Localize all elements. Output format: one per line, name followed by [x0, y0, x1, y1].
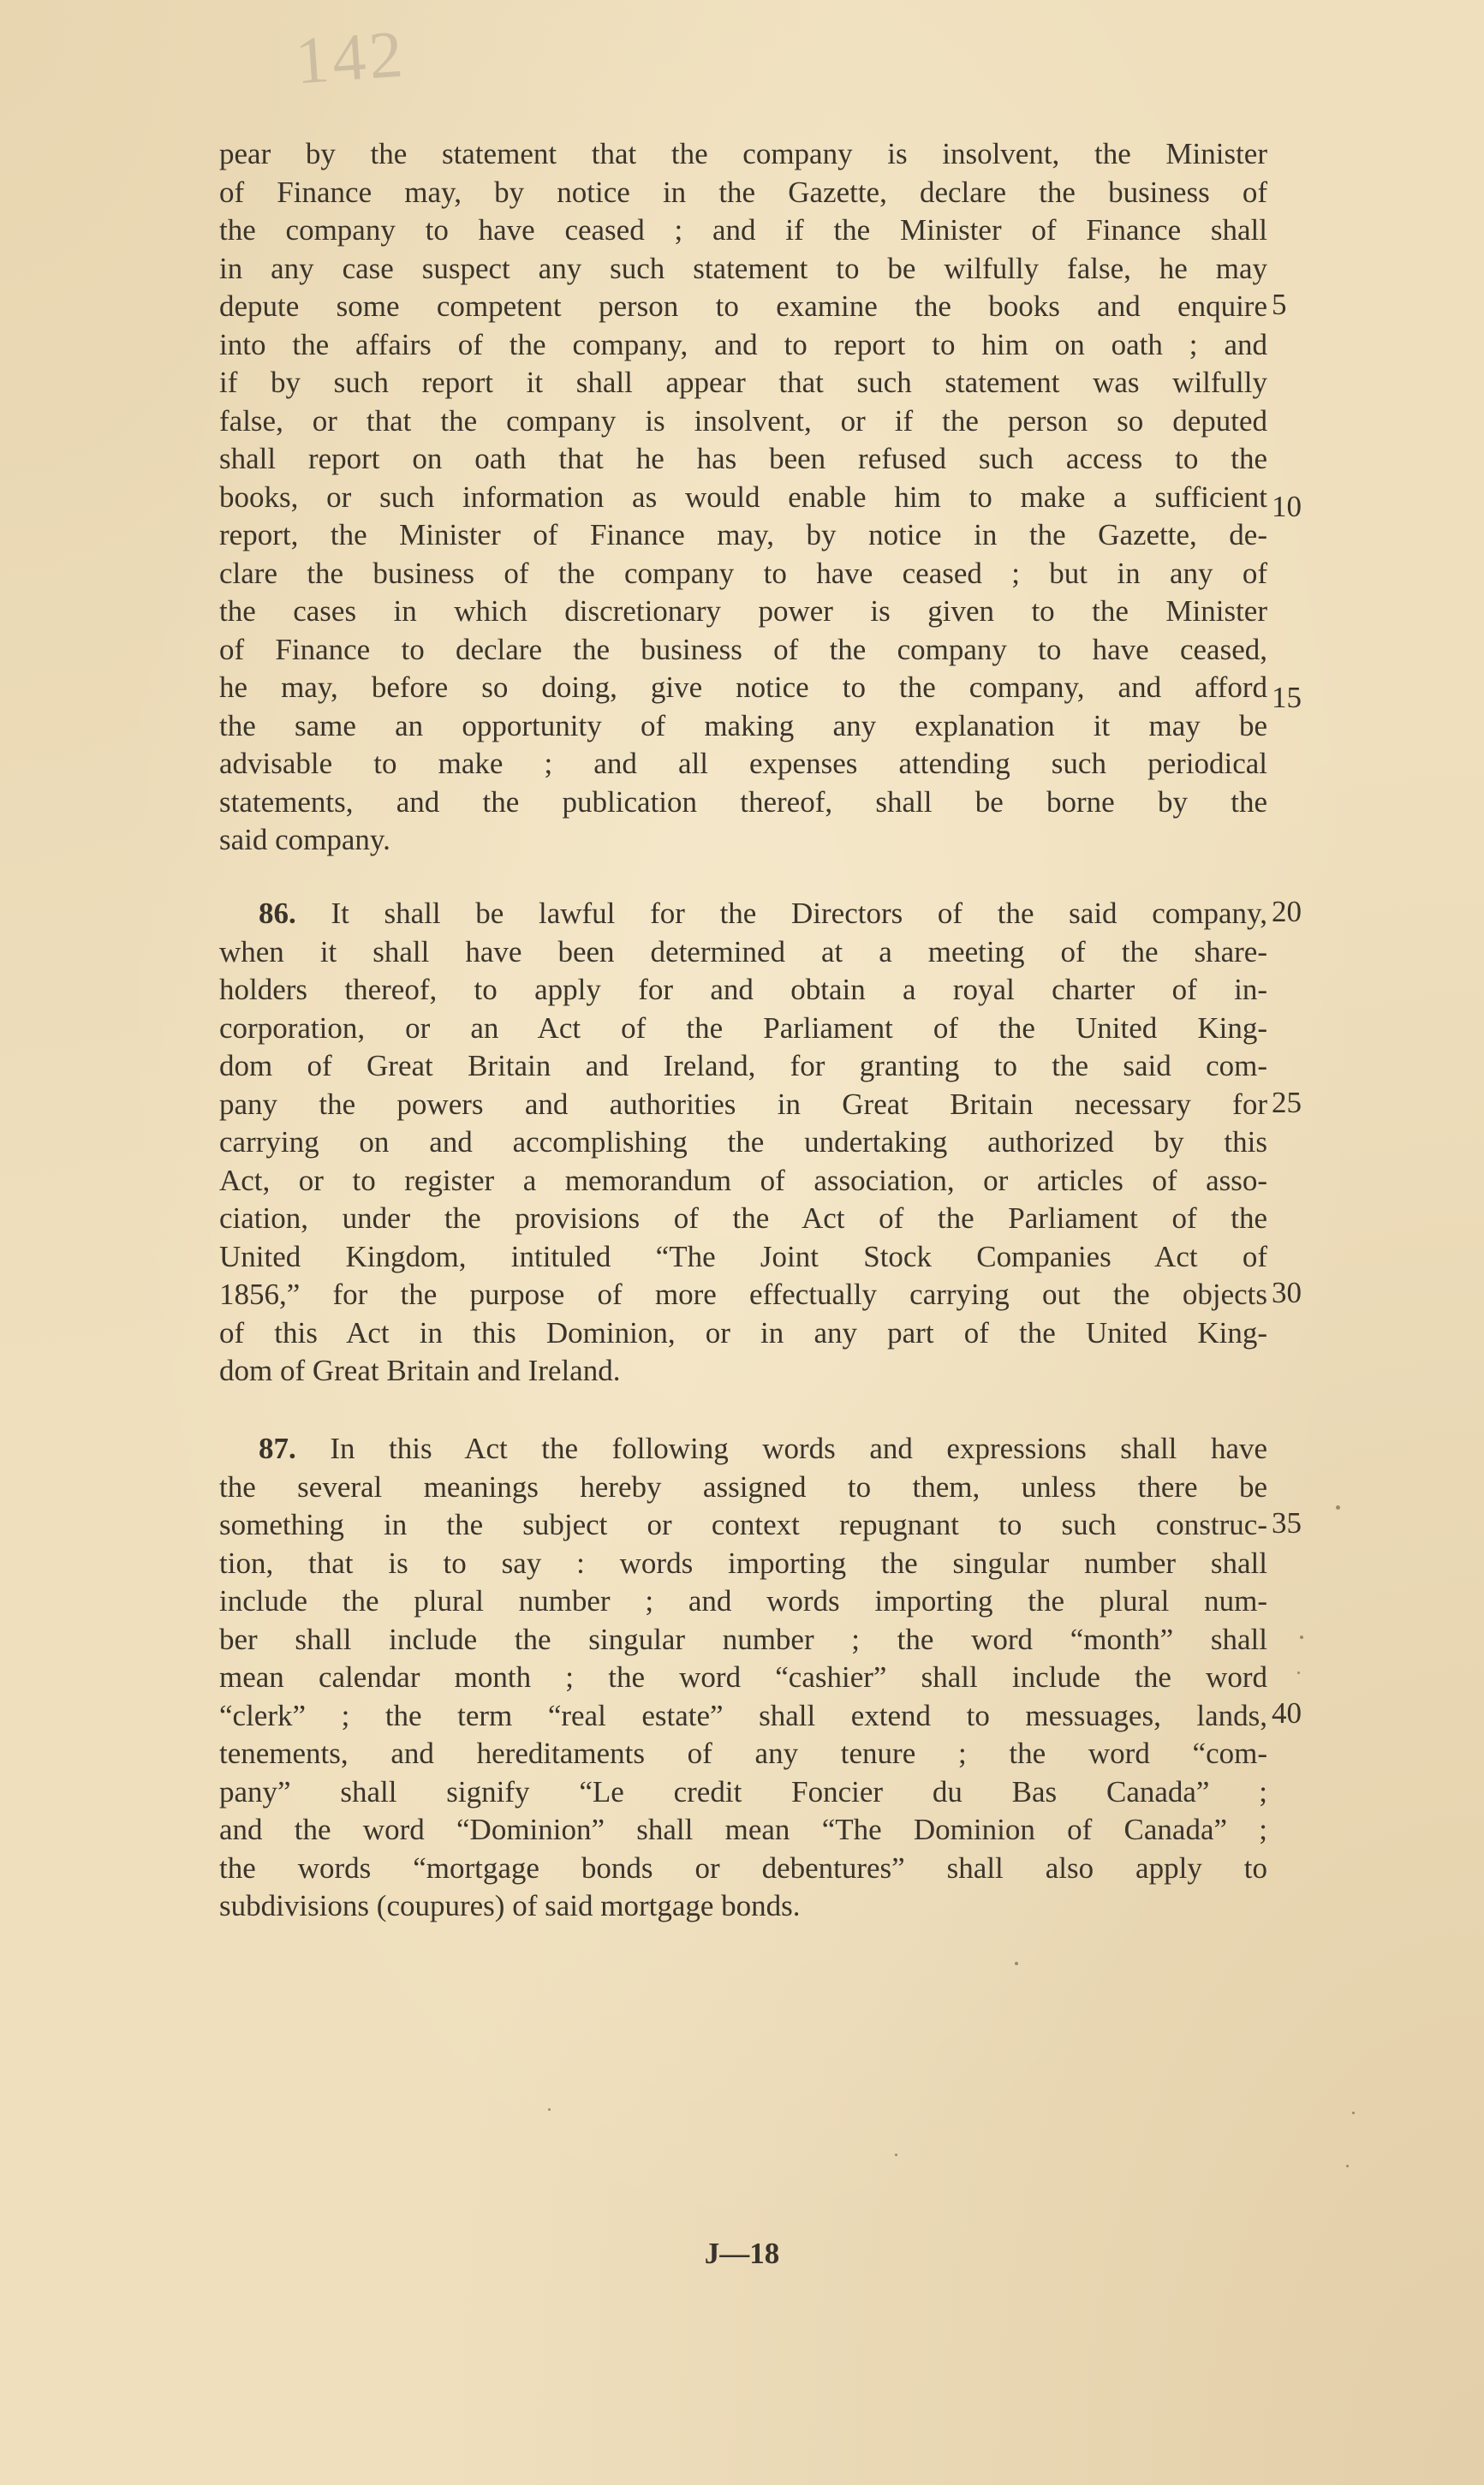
text-line: holders thereof, to apply for and obtain a royal charter of in-	[219, 973, 1267, 1006]
text-line: advisable to make ; and all expenses attending such periodical	[219, 747, 1267, 780]
section-86-paragraph	[219, 895, 1267, 1391]
text-line: “clerk” ; the term “real estate” shall extend to messuages, lands,	[219, 1698, 1267, 1732]
margin-line-number: 40	[1272, 1696, 1302, 1730]
page-number: J—18	[704, 2237, 780, 2270]
text-line: the several meanings hereby assigned to them, unless there be	[219, 1469, 1267, 1504]
text-line: report, the Minister of Finance may, by notice in the Gazette, de-	[219, 518, 1267, 551]
text-line: books, or such information as would enable him to make a sufficient	[219, 480, 1267, 514]
text-line: statements, and the publication thereof, shall be borne by the	[219, 784, 1267, 819]
text-line: something in the subject or context repugnant to such construc-	[219, 1508, 1267, 1541]
text-line: dom of Great Britain and Ireland.	[219, 1354, 621, 1387]
margin-line-number: 15	[1272, 681, 1302, 714]
text-line: the cases in which discretionary power is given to the Minister	[219, 594, 1267, 628]
text-line: the company to have ceased ; and if the Minister of Finance shall	[219, 213, 1267, 247]
text-line: ber shall include the singular number ; the word “month” shall	[219, 1622, 1267, 1656]
section-87-paragraph	[219, 1430, 1267, 1926]
text-line: shall report on oath that he has been refused such access to the	[219, 442, 1267, 475]
margin-line-number: 20	[1272, 895, 1302, 928]
text-line: clare the business of the company to have ceased ; but in any of	[219, 556, 1267, 590]
paper-speck	[895, 2154, 897, 2156]
margin-line-number: 25	[1272, 1086, 1302, 1119]
paper-speck	[1346, 2165, 1349, 2167]
text-line: subdivisions (coupures) of said mortgage bonds.	[219, 1889, 801, 1922]
text-line: carrying on and accomplishing the undertaking authorized by this	[219, 1125, 1267, 1159]
text-line: he may, before so doing, give notice to the company, and afford	[219, 670, 1267, 704]
corner-pencil-mark: 142	[293, 15, 408, 98]
paper-speck	[1297, 1672, 1300, 1674]
text-line: of this Act in this Dominion, or in any part of the United King-	[219, 1315, 1267, 1350]
text-line: and the word “Dominion” shall mean “The Dominion of Canada” ;	[219, 1813, 1267, 1846]
margin-line-number: 35	[1272, 1506, 1302, 1540]
text-line: 1856,” for the purpose of more effectually carrying out the objects	[219, 1278, 1267, 1311]
text-line: into the affairs of the company, and to report to him on oath ; and	[219, 327, 1267, 361]
text-line	[219, 895, 1267, 933]
text-line	[219, 1430, 1267, 1469]
text-line: dom of Great Britain and Ireland, for granting to the said com-	[219, 1049, 1267, 1082]
text-line: mean calendar month ; the word “cashier” shall include the word	[219, 1660, 1267, 1694]
margin-line-number: 10	[1272, 490, 1302, 523]
text-line: of Finance may, by notice in the Gazette, declare the business of	[219, 175, 1267, 209]
paper-speck	[1015, 1962, 1018, 1965]
text-line: pear by the statement that the company is insolvent, the Minister	[219, 137, 1267, 170]
text-line: when it shall have been determined at a meeting of the share-	[219, 934, 1267, 968]
margin-line-number: 5	[1272, 288, 1287, 321]
text-line: corporation, or an Act of the Parliament of the United King-	[219, 1010, 1267, 1045]
text-line: include the plural number ; and words importing the plural num-	[219, 1584, 1267, 1618]
continuation-paragraph	[219, 135, 1267, 860]
section-number: 87.	[259, 1432, 296, 1465]
text-line-content: In this Act the following words and expressions shall have	[330, 1432, 1268, 1465]
text-line: tenements, and hereditaments of any tenure ; the word “com-	[219, 1737, 1267, 1770]
text-line: in any case suspect any such statement to be wilfully false, he may	[219, 251, 1267, 285]
text-line: Act, or to register a memorandum of association, or articles of asso-	[219, 1163, 1267, 1197]
text-line: of Finance to declare the business of the company to have ceased,	[219, 632, 1267, 666]
text-line: ciation, under the provisions of the Act of the Parliament of the	[219, 1201, 1267, 1235]
text-line: said company.	[219, 823, 390, 856]
text-line: the words “mortgage bonds or debentures” shall also apply to	[219, 1850, 1267, 1885]
text-line: false, or that the company is insolvent, or if the person so deputed	[219, 403, 1267, 438]
text-line: pany the powers and authorities in Great Britain necessary for	[219, 1087, 1267, 1121]
text-line: pany” shall signify “Le credit Foncier du Bas Canada” ;	[219, 1774, 1267, 1809]
text-line-content: It shall be lawful for the Directors of the said company,	[331, 897, 1268, 930]
text-line: tion, that is to say : words importing the singular number shall	[219, 1546, 1267, 1580]
margin-line-number: 30	[1272, 1276, 1302, 1309]
text-line: depute some competent person to examine the books and enquire	[219, 289, 1267, 323]
text-line: if by such report it shall appear that such statement was wilfully	[219, 366, 1267, 399]
section-number: 86.	[259, 897, 296, 930]
paper-speck	[1300, 1636, 1303, 1639]
paper-speck	[1352, 2112, 1355, 2114]
text-line: the same an opportunity of making any explanation it may be	[219, 708, 1267, 742]
paper-speck	[1336, 1505, 1340, 1510]
paper-speck	[548, 2108, 551, 2111]
text-line: United Kingdom, intituled “The Joint Stock Companies Act of	[219, 1239, 1267, 1273]
